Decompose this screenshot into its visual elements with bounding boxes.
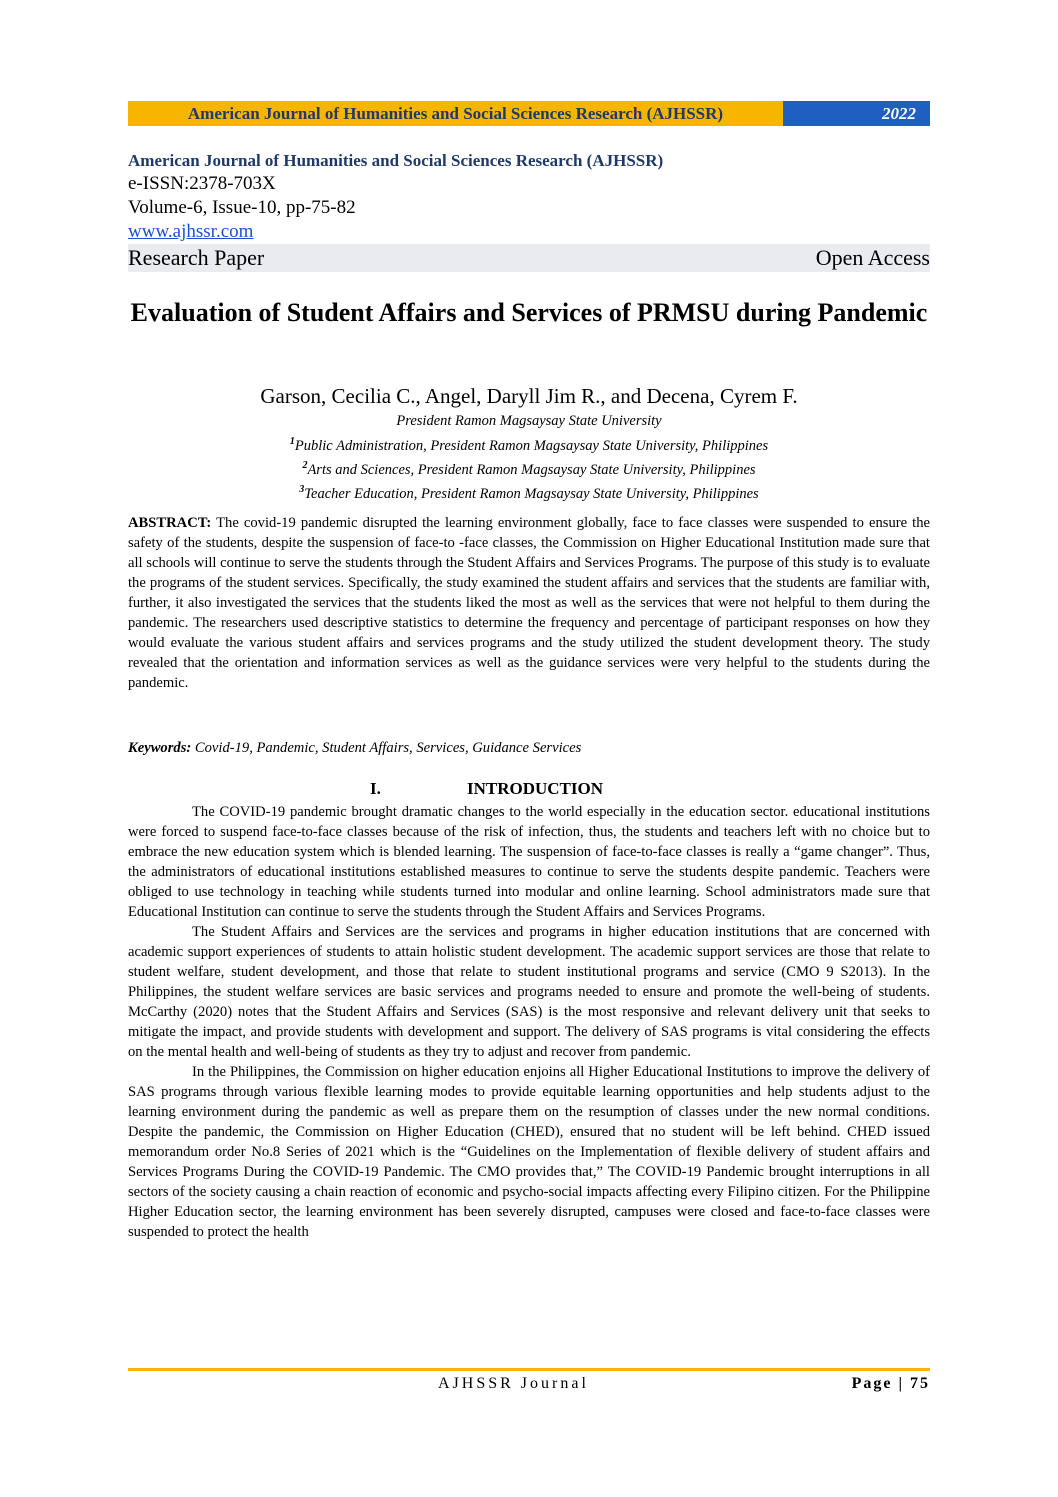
footer-journal: AJHSSR Journal (438, 1375, 589, 1392)
body-paragraph: The COVID-19 pandemic brought dramatic changes to the world especially in the education sector. educational institutions were forced to suspend face-to-face classes because of the risk of infection, thus, the students and teachers left with no choice but to embrace the new education system which is blended learning. The suspension of face-to-face classes is really a “game changer”. Thus, the administrators of educational institutions established measures to continue to serve the students despite pandemic. Teachers were obliged to use technology in teaching while students turned into modular and online learning. School administrators made sure that Educational Institution can continue to serve the students through the Student Affairs and Services Programs. (128, 804, 930, 920)
body-paragraph: The Student Affairs and Services are the services and programs in higher education institutions that are concerned with academic support experiences of students to attain holistic student development. The academic support services are those that relate to student welfare, student development, and those that relate to student institutional programs and service (CMO 9 S2013). In the Philippines, the student welfare services are basic services and programs needed to ensure and promote the well-being of students. McCarthy (2020) notes that the Student Affairs and Services (SAS) is the most responsive and relevant delivery unit that seeks to mitigate the impact, and provide students with development and support. The delivery of SAS programs is vital considering the effects on the mental health and well-being of students as they try to adjust and recover from pandemic. (128, 924, 930, 1060)
introduction-body (128, 802, 930, 1242)
page-footer (128, 1375, 930, 1397)
keywords-label: Keywords: (128, 740, 192, 756)
footer-rule (128, 1368, 930, 1371)
year-badge: 2022 (783, 101, 930, 126)
abstract-label: ABSTRACT: (128, 515, 212, 531)
journal-banner: American Journal of Humanities and Social Sciences Research (AJHSSR) (128, 101, 783, 126)
keywords-text: Covid-19, Pandemic, Student Affairs, Services, Guidance Services (194, 740, 582, 756)
affiliation: President Ramon Magsaysay State University (396, 413, 662, 429)
section-title: INTRODUCTION (467, 779, 604, 798)
issn: e-ISSN:2378-703X (128, 173, 276, 194)
volume-issue: Volume-6, Issue-10, pp-75-82 (128, 197, 356, 218)
affiliation: $^1$Public Administration, President Ramon Magsaysay State University, Philippines (289, 435, 769, 454)
keywords (128, 738, 930, 758)
affiliation: $^3$Teacher Education, President Ramon Magsaysay State University, Philippines (299, 484, 759, 502)
journal-website-link[interactable]: www.ajhssr.com (128, 221, 254, 242)
abstract (128, 513, 930, 693)
section-heading (128, 779, 930, 801)
section-number: I. (370, 779, 381, 798)
page-number: Page | 75 (851, 1375, 930, 1392)
masthead-journal-name: American Journal of Humanities and Social Sciences Research (AJHSSR) (128, 151, 664, 170)
paper-title: Evaluation of Student Affairs and Services of PRMSU during Pandemic (130, 298, 928, 327)
journal-header-bar (128, 101, 930, 126)
affiliations (128, 411, 930, 504)
body-paragraph: In the Philippines, the Commission on higher education enjoins all Higher Educational Institutions to improve the delivery of SAS programs through various flexible learning modes to provide equitable learning opportunities and help students adjust to the learning environment during the pandemic as well as prepare them on the resumption of classes under the new normal conditions. Despite the pandemic, the Commission on Higher Education (CHED), ensured that no student will be left behind. CHED issued memorandum order No.8 Series of 2021 which is the “Guidelines on the Implementation of flexible delivery of student affairs and Services Programs During the COVID-19 Pandemic. The CMO provides that,” The COVID-19 Pandemic brought interruptions in all sectors of the society causing a chain reaction of economic and psycho-social impacts affecting every Filipino citizen. For the Philippine Higher Education sector, the learning environment has been severely disrupted, campuses were closed and face-to-face classes were suspended to protect the health (128, 1064, 930, 1240)
masthead (128, 150, 930, 272)
authors: Garson, Cecilia C., Angel, Daryll Jim R., and Decena, Cyrem F. (260, 384, 798, 408)
access-type: Open Access (815, 245, 930, 270)
paper-type: Research Paper (128, 245, 265, 270)
abstract-text: The covid-19 pandemic disrupted the learning environment globally, face to face classes were suspended to ensure the safety of the students, despite the suspension of face-to -face classes, the Commission on Higher Educational Institution made sure that all schools will continue to serve the students through the Student Affairs and Services Programs. The purpose of this study is to evaluate the programs of the student services. Specifically, the study examined the student affairs and services that the students are familiar with, further, it also investigated the services that the students liked the most as well as the services that were not helpful to them during the pandemic. The researchers used descriptive statistics to determine the frequency and percentage of participant responses on how they would evaluate the various student affairs and services programs and the study utilized the student development theory. The study revealed that the orientation and information services as well as the guidance services were very helpful to the students during the pandemic. (128, 515, 931, 691)
affiliation: $^2$Arts and Sciences, President Ramon Magsaysay State University, Philippines (302, 459, 756, 478)
paper-type-bar (128, 244, 930, 272)
